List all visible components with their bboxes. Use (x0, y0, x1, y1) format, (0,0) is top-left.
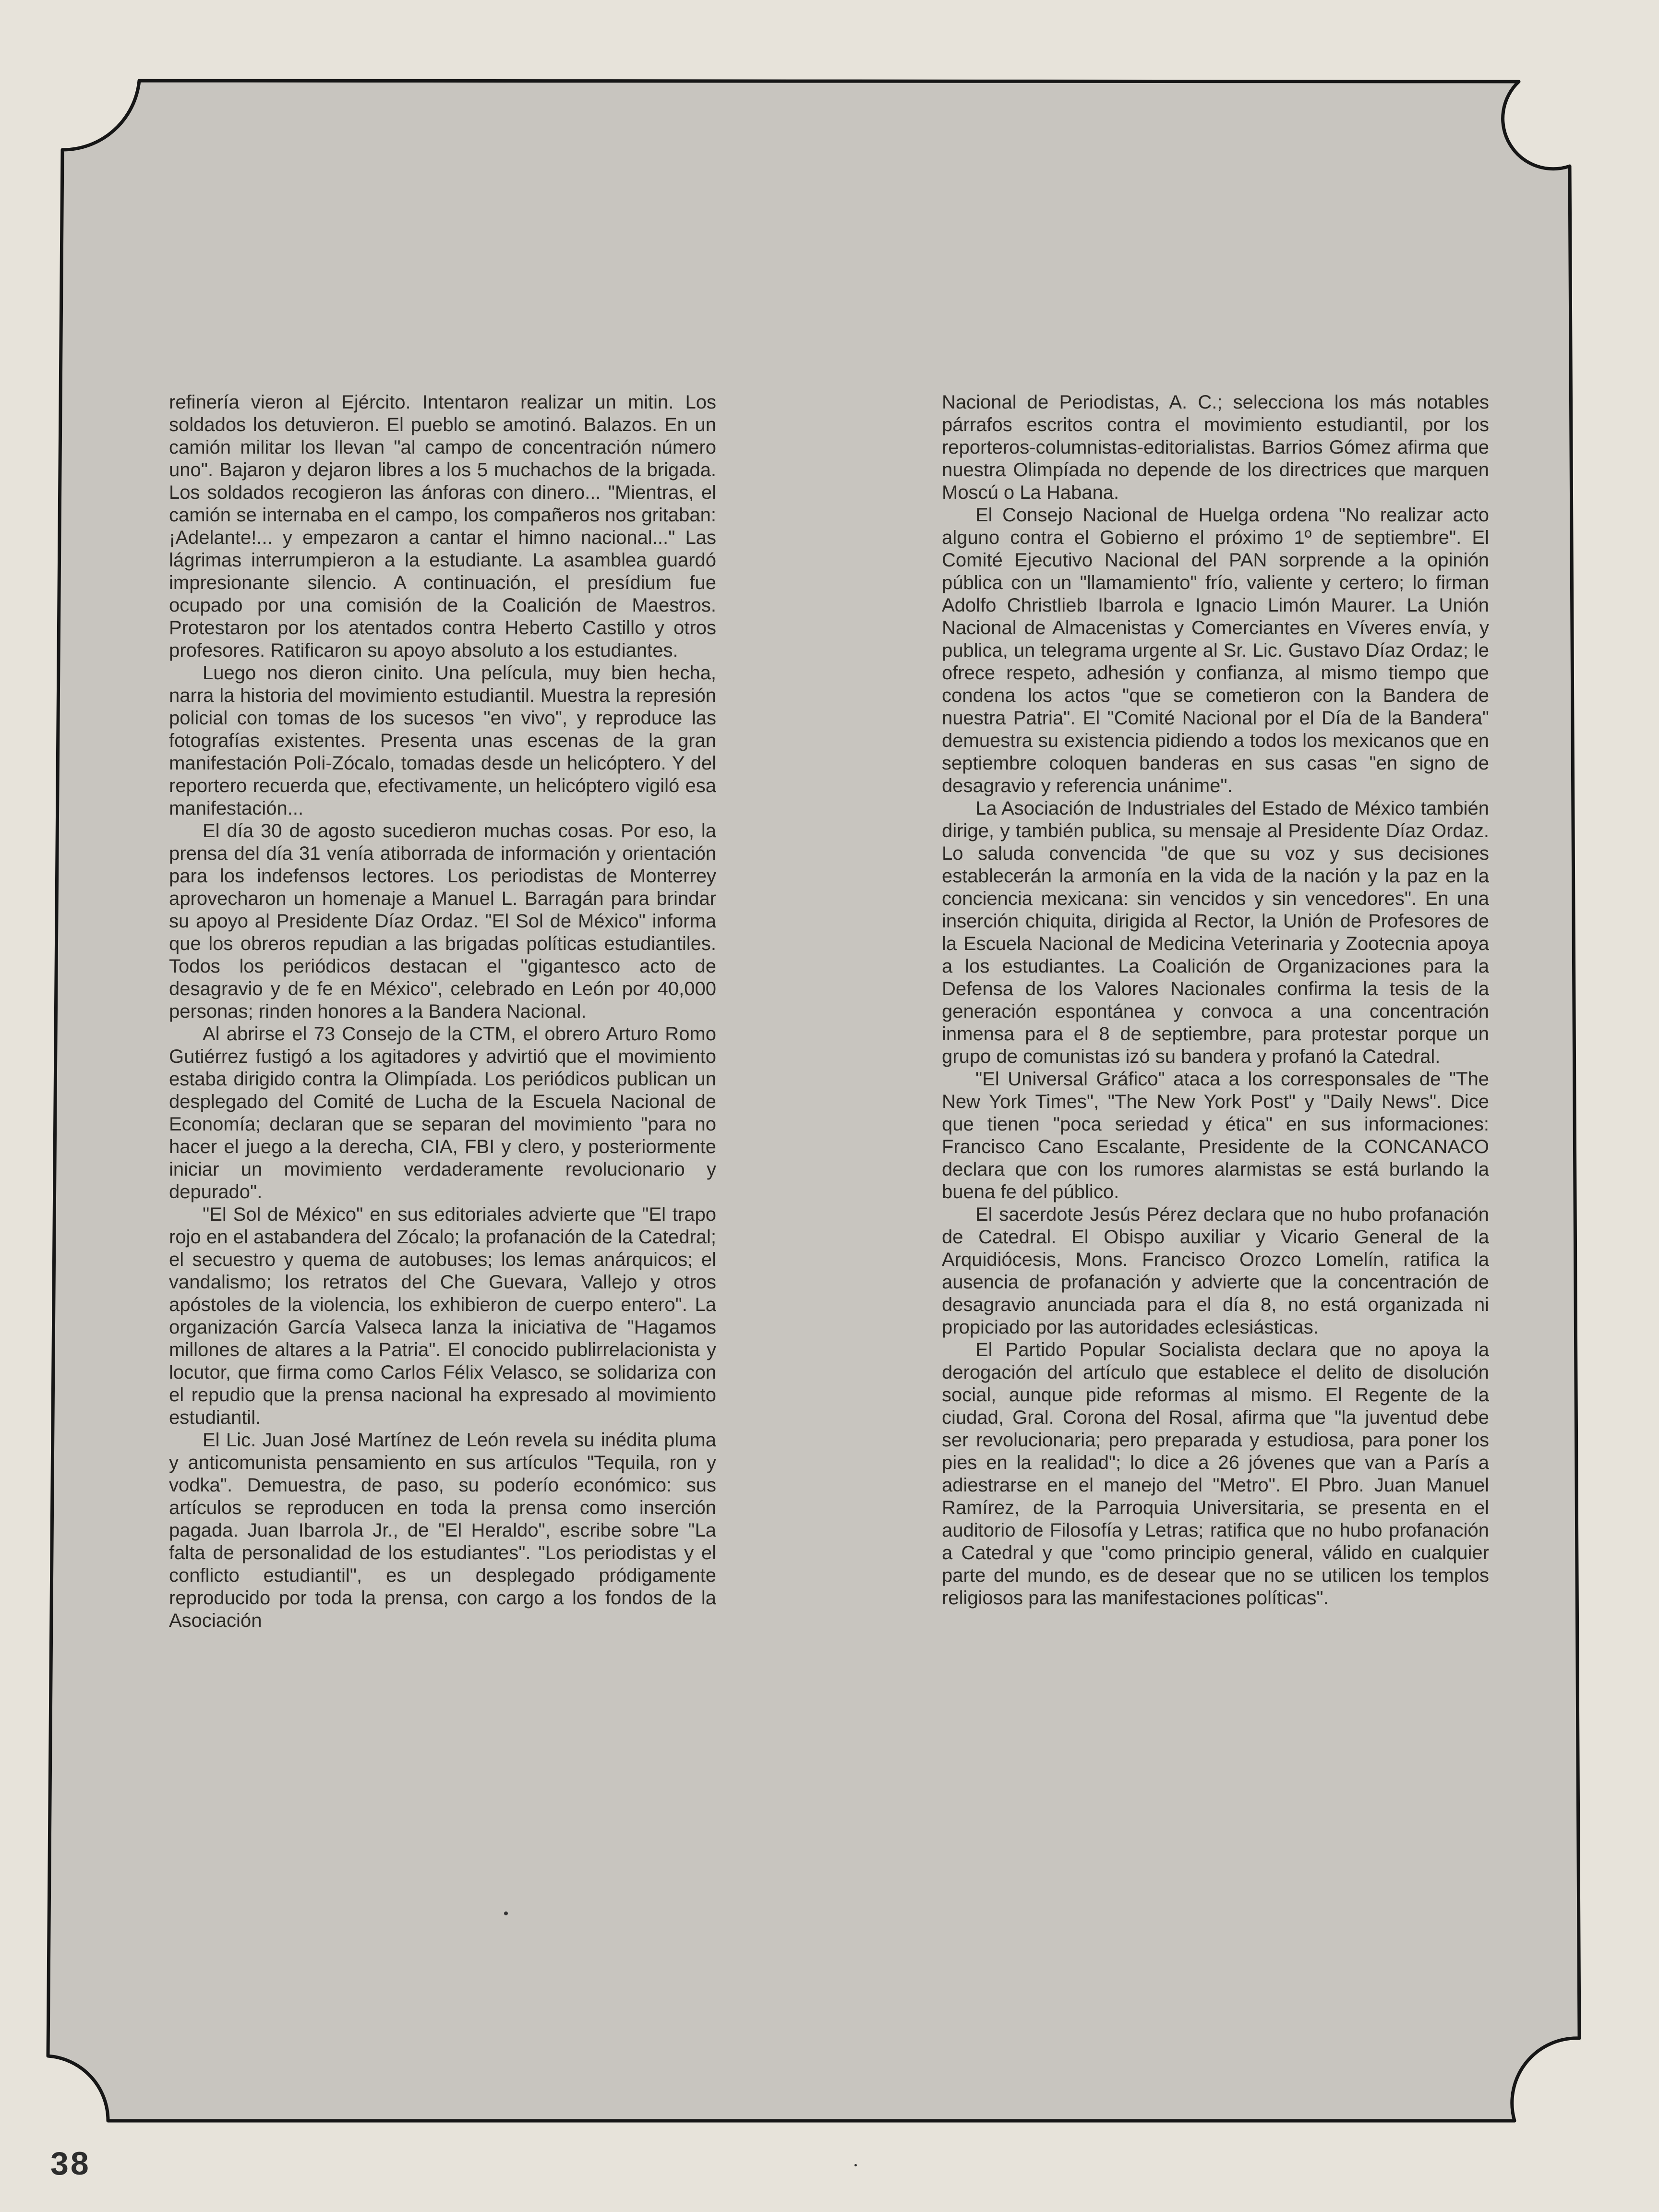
print-speck (854, 2164, 857, 2166)
paragraph: El día 30 de agosto sucedieron muchas cosas. Por eso, la prensa del día 31 venía atiborrada de información y orientación para los indefensos lectores. Los periodistas de Monterrey aprovecharon un homenaje a Manuel L. Barragán para brindar su apoyo al Presidente Díaz Ordaz. "El Sol de México" informa que los obreros repudian a las brigadas políticas estudiantiles. Todos los periódicos destacan el "gigantesco acto de desagravio y de fe en México", celebrado en León por 40,000 personas; rinden honores a la Bandera Nacional. (169, 820, 716, 1022)
paragraph: refinería vieron al Ejército. Intentaron realizar un mitin. Los soldados los detuvieron. El pueblo se amotinó. Balazos. En un camión militar los llevan "al campo de concentración número uno". Bajaron y dejaron libres a los 5 muchachos de la brigada. Los soldados recogieron las ánforas con dinero... "Mientras, el camión se internaba en el campo, los compañeros nos gritaban: ¡Adelante!... y empezaron a cantar el himno nacional..." Las lágrimas interrumpieron a la estudiante. La asamblea guardó impresionante silencio. A continuación, el presídium fue ocupado por una comisión de la Coalición de Maestros. Protestaron por los atentados contra Heberto Castillo y otros profesores. Ratificaron su apoyo absoluto a los estudiantes. (169, 392, 716, 661)
print-speck (504, 1911, 508, 1915)
paragraph: Luego nos dieron cinito. Una película, muy bien hecha, narra la historia del movimiento estudiantil. Muestra la represión policial con tomas de los sucesos "en vivo", y reproduce las fotografías existentes. Presenta unas escenas de la gran manifestación Poli-Zócalo, tomadas desde un helicóptero. Y del reportero recuerda que, efectivamente, un helicóptero vigiló esa manifestación... (169, 662, 716, 819)
paragraph: "El Sol de México" en sus editoriales advierte que "El trapo rojo en el astabandera del Zócalo; la profanación de la Catedral; el secuestro y quema de autobuses; los lemas anárquicos; el vandalismo; los retratos del Che Guevara, Vallejo y otros apóstoles de la violencia, los exhibieron de cuerpo entero". La organización García Valseca lanza la iniciativa de "Hagamos millones de altares a la Patria". El conocido publirrelacionista y locutor, que firma como Carlos Félix Velasco, se solidariza con el repudio que la prensa nacional ha expresado al movimiento estudiantil. (169, 1204, 716, 1428)
right-text-column (942, 391, 1489, 1610)
paragraph: Nacional de Periodistas, A. C.; selecciona los más notables párrafos escritos contra el movimiento estudiantil, por los reporteros-columnistas-editorialistas. Barrios Gómez afirma que nuestra Olimpíada no depende de los directrices que marquen Moscú o La Habana. (942, 392, 1489, 503)
paragraph: Al abrirse el 73 Consejo de la CTM, el obrero Arturo Romo Gutiérrez fustigó a los agitadores y advirtió que el movimiento estaba dirigido contra la Olimpíada. Los periódicos publican un desplegado del Comité de Lucha de la Escuela Nacional de Economía; declaran que se separan del movimiento "para no hacer el juego a la derecha, CIA, FBI y clero, y posteriormente iniciar un movimiento verdaderamente revolucionario y depurado". (169, 1023, 716, 1202)
paragraph: "El Universal Gráfico" ataca a los corresponsales de "The New York Times", "The New York Post" y "Daily News". Dice que tienen "poca seriedad y ética" en sus informaciones: Francisco Cano Escalante, Presidente de la CONCANACO declara que con los rumores alarmistas se está burlando la buena fe del público. (942, 1069, 1489, 1202)
left-text-column (169, 391, 716, 1632)
page-number: 38 (50, 2145, 91, 2182)
paragraph: El Lic. Juan José Martínez de León revela su inédita pluma y anticomunista pensamiento en sus artículos "Tequila, ron y vodka". Demuestra, de paso, su poderío económico: sus artículos se reproducen en toda la prensa como inserción pagada. Juan Ibarrola Jr., de "El Heraldo", escribe sobre "La falta de personalidad de los estudiantes". "Los periodistas y el conflicto estudiantil", es un desplegado pródigamente reproducido por toda la prensa, con cargo a los fondos de la Asociación (169, 1430, 716, 1631)
paragraph: El Partido Popular Socialista declara que no apoya la derogación del artículo que establece el delito de disolución social, aunque pide reformas al mismo. El Regente de la ciudad, Gral. Corona del Rosal, afirma que "la juventud debe ser revolucionaria; pero preparada y estudiosa, para poner los pies en la realidad"; lo dice a 26 jóvenes que van a París a adiestrarse en el manejo del "Metro". El Pbro. Juan Manuel Ramírez, de la Parroquia Universitaria, se presenta en el auditorio de Filosofía y Letras; ratifica que no hubo profanación a Catedral y que "como principio general, válido en cualquier parte del mundo, es de desear que no se utilicen los templos religiosos para las manifestaciones políticas". (942, 1339, 1489, 1609)
paragraph: El Consejo Nacional de Huelga ordena "No realizar acto alguno contra el Gobierno el próximo 1º de septiembre". El Comité Ejecutivo Nacional del PAN sorprende a la opinión pública con un "llamamiento" frío, valiente y certero; lo firman Adolfo Christlieb Ibarrola e Ignacio Limón Maurer. La Unión Nacional de Almacenistas y Comerciantes en Víveres envía, y publica, un telegrama urgente al Sr. Lic. Gustavo Díaz Ordaz; le ofrece respeto, adhesión y confianza, al mismo tiempo que condena los actos "que se cometieron con la Bandera de nuestra Patria". El "Comité Nacional por el Día de la Bandera" demuestra su existencia pidiendo a todos los mexicanos que en septiembre coloquen banderas en sus casas "en signo de desagravio y referencia unánime". (942, 505, 1489, 796)
paragraph: El sacerdote Jesús Pérez declara que no hubo profanación de Catedral. El Obispo auxiliar y Vicario General de la Arquidiócesis, Mons. Francisco Orozco Lomelín, ratifica la ausencia de profanación y advierte que la concentración de desagravio anunciada para el día 8, no está organizada ni propiciado por las autoridades eclesiásticas. (942, 1204, 1489, 1338)
paragraph: La Asociación de Industriales del Estado de México también dirige, y también publica, su mensaje al Presidente Díaz Ordaz. Lo saluda convencida "de que su voz y sus decisiones establecerán la armonía en la vida de la nación y la paz en la conciencia mexicana: sin vencidos y sin vencedores". En una inserción chiquita, dirigida al Rector, la Unión de Profesores de la Escuela Nacional de Medicina Veterinaria y Zootecnia apoya a los estudiantes. La Coalición de Organizaciones para la Defensa de los Valores Nacionales confirma la tesis de la generación espontánea y convoca a una concentración inmensa para el 8 de septiembre, para protestar porque un grupo de comunistas izó su bandera y profanó la Catedral. (942, 798, 1489, 1067)
